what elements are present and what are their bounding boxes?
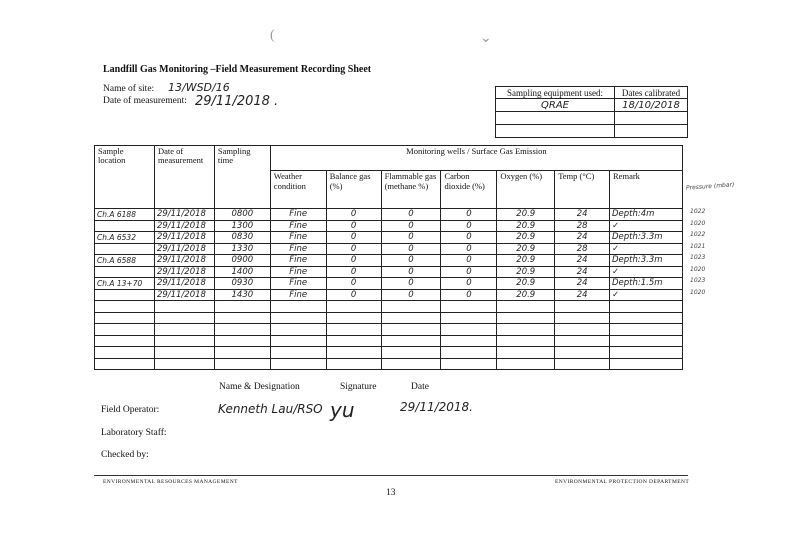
empty-cell xyxy=(497,358,555,370)
empty-cell xyxy=(270,358,326,370)
flammable-gas-cell: 0 xyxy=(381,289,441,301)
oxygen-cell: 20.9 xyxy=(497,278,555,290)
table-row xyxy=(95,289,683,301)
date-cell: 29/11/2018 xyxy=(154,220,214,232)
weather-cell: Fine xyxy=(270,289,326,301)
oxygen-cell: 20.9 xyxy=(497,255,555,267)
weather-cell: Fine xyxy=(270,255,326,267)
empty-cell xyxy=(326,312,381,324)
col-temp: Temp (°C) xyxy=(555,171,610,209)
date-cell: 29/11/2018 xyxy=(154,278,214,290)
empty-cell xyxy=(154,347,214,359)
pressure-value: 1022 xyxy=(690,231,706,238)
equipment-value: QRAE xyxy=(496,99,615,112)
balance-gas-cell: 0 xyxy=(326,255,381,267)
footer-right: ENVIRONMENTAL PROTECTION DEPARTMENT xyxy=(555,479,690,485)
carbon-dioxide-cell: 0 xyxy=(441,278,497,290)
temp-cell: 24 xyxy=(555,289,610,301)
oxygen-cell: 20.9 xyxy=(497,243,555,255)
date-cell: 29/11/2018 xyxy=(154,266,214,278)
empty-cell xyxy=(381,358,441,370)
table-row-empty xyxy=(95,347,683,359)
oxygen-cell: 20.9 xyxy=(497,209,555,221)
empty-cell xyxy=(497,301,555,313)
carbon-dioxide-cell: 0 xyxy=(441,220,497,232)
remark-cell: ✓ xyxy=(610,289,683,301)
empty-cell xyxy=(214,301,270,313)
table-row-empty xyxy=(95,335,683,347)
empty-cell xyxy=(270,312,326,324)
empty-cell xyxy=(95,312,155,324)
empty-cell xyxy=(441,358,497,370)
signature-col-signature: Signature xyxy=(340,382,377,392)
table-row-empty xyxy=(95,312,683,324)
date-cell: 29/11/2018 xyxy=(154,255,214,267)
sample-location-cell: Ch.A 6532 xyxy=(95,232,155,244)
calibrated-header: Dates calibrated xyxy=(615,87,688,99)
page-title: Landfill Gas Monitoring –Field Measurement Recording Sheet xyxy=(103,64,372,75)
balance-gas-cell: 0 xyxy=(326,289,381,301)
field-operator-date: 29/11/2018. xyxy=(400,400,473,414)
weather-cell: Fine xyxy=(270,243,326,255)
time-cell: 1300 xyxy=(214,220,270,232)
temp-cell: 28 xyxy=(555,220,610,232)
time-cell: 0830 xyxy=(214,232,270,244)
empty-cell xyxy=(610,347,683,359)
empty-cell xyxy=(555,347,610,359)
empty-cell xyxy=(214,312,270,324)
remark-cell: ✓ xyxy=(610,243,683,255)
sample-location-cell xyxy=(95,220,155,232)
empty-cell xyxy=(381,347,441,359)
table-row xyxy=(95,278,683,290)
balance-gas-cell: 0 xyxy=(326,243,381,255)
table-row xyxy=(95,232,683,244)
flammable-gas-cell: 0 xyxy=(381,232,441,244)
sample-location-cell xyxy=(95,266,155,278)
date-cell: 29/11/2018 xyxy=(154,209,214,221)
time-cell: 1330 xyxy=(214,243,270,255)
remark-cell: ✓ xyxy=(610,220,683,232)
carbon-dioxide-cell: 0 xyxy=(441,289,497,301)
table-row-empty xyxy=(95,324,683,336)
empty-cell xyxy=(214,347,270,359)
sample-location-cell: Ch.A 6188 xyxy=(95,209,155,221)
scan-mark: ⌄ xyxy=(480,31,492,46)
temp-cell: 24 xyxy=(555,266,610,278)
pressure-value: 1022 xyxy=(690,208,706,215)
empty-cell xyxy=(610,312,683,324)
empty-cell xyxy=(555,301,610,313)
empty-cell xyxy=(555,335,610,347)
sample-location-cell: Ch.A 13+70 xyxy=(95,278,155,290)
field-operator-signature: yu xyxy=(330,398,355,422)
flammable-gas-cell: 0 xyxy=(381,209,441,221)
empty-cell xyxy=(610,335,683,347)
signature-col-date: Date xyxy=(411,382,429,392)
empty-cell xyxy=(95,324,155,336)
empty-cell xyxy=(381,324,441,336)
footer-divider xyxy=(94,475,688,476)
empty-cell xyxy=(95,347,155,359)
pressure-header: Pressure (mbar) xyxy=(685,181,735,192)
site-value: 13/WSD/16 xyxy=(168,81,230,94)
flammable-gas-cell: 0 xyxy=(381,243,441,255)
oxygen-cell: 20.9 xyxy=(497,266,555,278)
empty-cell xyxy=(154,301,214,313)
table-row xyxy=(95,220,683,232)
empty-cell xyxy=(154,312,214,324)
remark-cell: Depth:3.3m xyxy=(610,255,683,267)
col-oxygen: Oxygen (%) xyxy=(497,171,555,209)
oxygen-cell: 20.9 xyxy=(497,220,555,232)
empty-cell xyxy=(610,324,683,336)
col-weather: Weather condition xyxy=(270,171,326,209)
time-cell: 0800 xyxy=(214,209,270,221)
empty-cell xyxy=(497,335,555,347)
table-row xyxy=(95,243,683,255)
measurement-table xyxy=(94,145,683,370)
empty-cell xyxy=(441,347,497,359)
empty-cell xyxy=(270,335,326,347)
empty-cell xyxy=(441,312,497,324)
empty-cell xyxy=(381,312,441,324)
footer-left: ENVIRONMENTAL RESOURCES MANAGEMENT xyxy=(103,479,238,485)
table-row-empty xyxy=(95,358,683,370)
site-label: Name of site: xyxy=(103,84,155,94)
pressure-value: 1020 xyxy=(690,288,706,296)
carbon-dioxide-cell: 0 xyxy=(441,232,497,244)
field-operator-label: Field Operator: xyxy=(101,405,160,415)
scan-mark: ( xyxy=(270,28,275,43)
empty-cell xyxy=(326,301,381,313)
temp-cell: 24 xyxy=(555,232,610,244)
sample-location-cell xyxy=(95,243,155,255)
sample-location-cell xyxy=(95,289,155,301)
sample-location-cell: Ch.A 6588 xyxy=(95,255,155,267)
page-number: 13 xyxy=(386,488,396,498)
weather-cell: Fine xyxy=(270,278,326,290)
empty-cell xyxy=(154,358,214,370)
date-value: 29/11/2018 . xyxy=(195,94,279,109)
weather-cell: Fine xyxy=(270,266,326,278)
flammable-gas-cell: 0 xyxy=(381,266,441,278)
empty-cell xyxy=(154,324,214,336)
time-cell: 1430 xyxy=(214,289,270,301)
temp-cell: 24 xyxy=(555,255,610,267)
empty-cell xyxy=(441,335,497,347)
equipment-empty-cell xyxy=(615,125,688,138)
oxygen-cell: 20.9 xyxy=(497,289,555,301)
time-cell: 1400 xyxy=(214,266,270,278)
equipment-empty-cell xyxy=(496,112,615,125)
checked-by-label: Checked by: xyxy=(101,450,149,460)
empty-cell xyxy=(270,324,326,336)
balance-gas-cell: 0 xyxy=(326,278,381,290)
date-label: Date of measurement: xyxy=(103,96,187,106)
pressure-value: 1023 xyxy=(690,254,706,261)
date-cell: 29/11/2018 xyxy=(154,289,214,301)
empty-cell xyxy=(555,324,610,336)
empty-cell xyxy=(270,301,326,313)
empty-cell xyxy=(555,358,610,370)
balance-gas-cell: 0 xyxy=(326,209,381,221)
empty-cell xyxy=(214,358,270,370)
empty-cell xyxy=(497,324,555,336)
equipment-header: Sampling equipment used: xyxy=(496,87,615,99)
empty-cell xyxy=(270,347,326,359)
weather-cell: Fine xyxy=(270,209,326,221)
col-remark: Remark xyxy=(610,171,683,209)
empty-cell xyxy=(214,324,270,336)
empty-cell xyxy=(154,335,214,347)
pressure-value: 1021 xyxy=(690,242,706,250)
table-row xyxy=(95,255,683,267)
remark-cell: ✓ xyxy=(610,266,683,278)
empty-cell xyxy=(610,358,683,370)
signature-col-name: Name & Designation xyxy=(219,382,300,392)
empty-cell xyxy=(441,301,497,313)
carbon-dioxide-cell: 0 xyxy=(441,243,497,255)
empty-cell xyxy=(610,301,683,313)
weather-cell: Fine xyxy=(270,232,326,244)
pressure-value: 1020 xyxy=(690,219,706,227)
empty-cell xyxy=(326,324,381,336)
equipment-empty-cell xyxy=(496,125,615,138)
balance-gas-cell: 0 xyxy=(326,220,381,232)
empty-cell xyxy=(497,312,555,324)
col-date-of-measurement: Date of measurement xyxy=(154,146,214,209)
carbon-dioxide-cell: 0 xyxy=(441,209,497,221)
col-group-monitoring: Monitoring wells / Surface Gas Emission xyxy=(270,146,682,171)
empty-cell xyxy=(381,301,441,313)
empty-cell xyxy=(326,335,381,347)
col-balance-gas: Balance gas (%) xyxy=(326,171,381,209)
empty-cell xyxy=(441,324,497,336)
balance-gas-cell: 0 xyxy=(326,266,381,278)
flammable-gas-cell: 0 xyxy=(381,278,441,290)
col-sampling-time: Sampling time xyxy=(214,146,270,209)
empty-cell xyxy=(381,335,441,347)
empty-cell xyxy=(555,312,610,324)
col-sample-location: Sample location xyxy=(95,146,155,209)
temp-cell: 24 xyxy=(555,278,610,290)
oxygen-cell: 20.9 xyxy=(497,232,555,244)
time-cell: 0900 xyxy=(214,255,270,267)
field-operator-name: Kenneth Lau/RSO xyxy=(218,402,323,416)
pressure-value: 1023 xyxy=(690,277,706,284)
empty-cell xyxy=(326,358,381,370)
carbon-dioxide-cell: 0 xyxy=(441,255,497,267)
temp-cell: 28 xyxy=(555,243,610,255)
carbon-dioxide-cell: 0 xyxy=(441,266,497,278)
calibrated-value: 18/10/2018 xyxy=(615,99,688,112)
weather-cell: Fine xyxy=(270,220,326,232)
col-carbon-dioxide: Carbon dioxide (%) xyxy=(441,171,497,209)
balance-gas-cell: 0 xyxy=(326,232,381,244)
empty-cell xyxy=(497,347,555,359)
pressure-value: 1020 xyxy=(690,265,706,273)
date-cell: 29/11/2018 xyxy=(154,243,214,255)
remark-cell: Depth:1.5m xyxy=(610,278,683,290)
empty-cell xyxy=(326,347,381,359)
flammable-gas-cell: 0 xyxy=(381,220,441,232)
flammable-gas-cell: 0 xyxy=(381,255,441,267)
remark-cell: Depth:3.3m xyxy=(610,232,683,244)
temp-cell: 24 xyxy=(555,209,610,221)
empty-cell xyxy=(95,335,155,347)
table-row xyxy=(95,209,683,221)
table-row xyxy=(95,266,683,278)
lab-staff-label: Laboratory Staff: xyxy=(101,428,167,438)
remark-cell: Depth:4m xyxy=(610,209,683,221)
equipment-empty-cell xyxy=(615,112,688,125)
col-flammable-gas: Flammable gas (methane %) xyxy=(381,171,441,209)
table-row-empty xyxy=(95,301,683,313)
empty-cell xyxy=(214,335,270,347)
time-cell: 0930 xyxy=(214,278,270,290)
date-cell: 29/11/2018 xyxy=(154,232,214,244)
empty-cell xyxy=(95,358,155,370)
equipment-table xyxy=(495,86,688,138)
empty-cell xyxy=(95,301,155,313)
